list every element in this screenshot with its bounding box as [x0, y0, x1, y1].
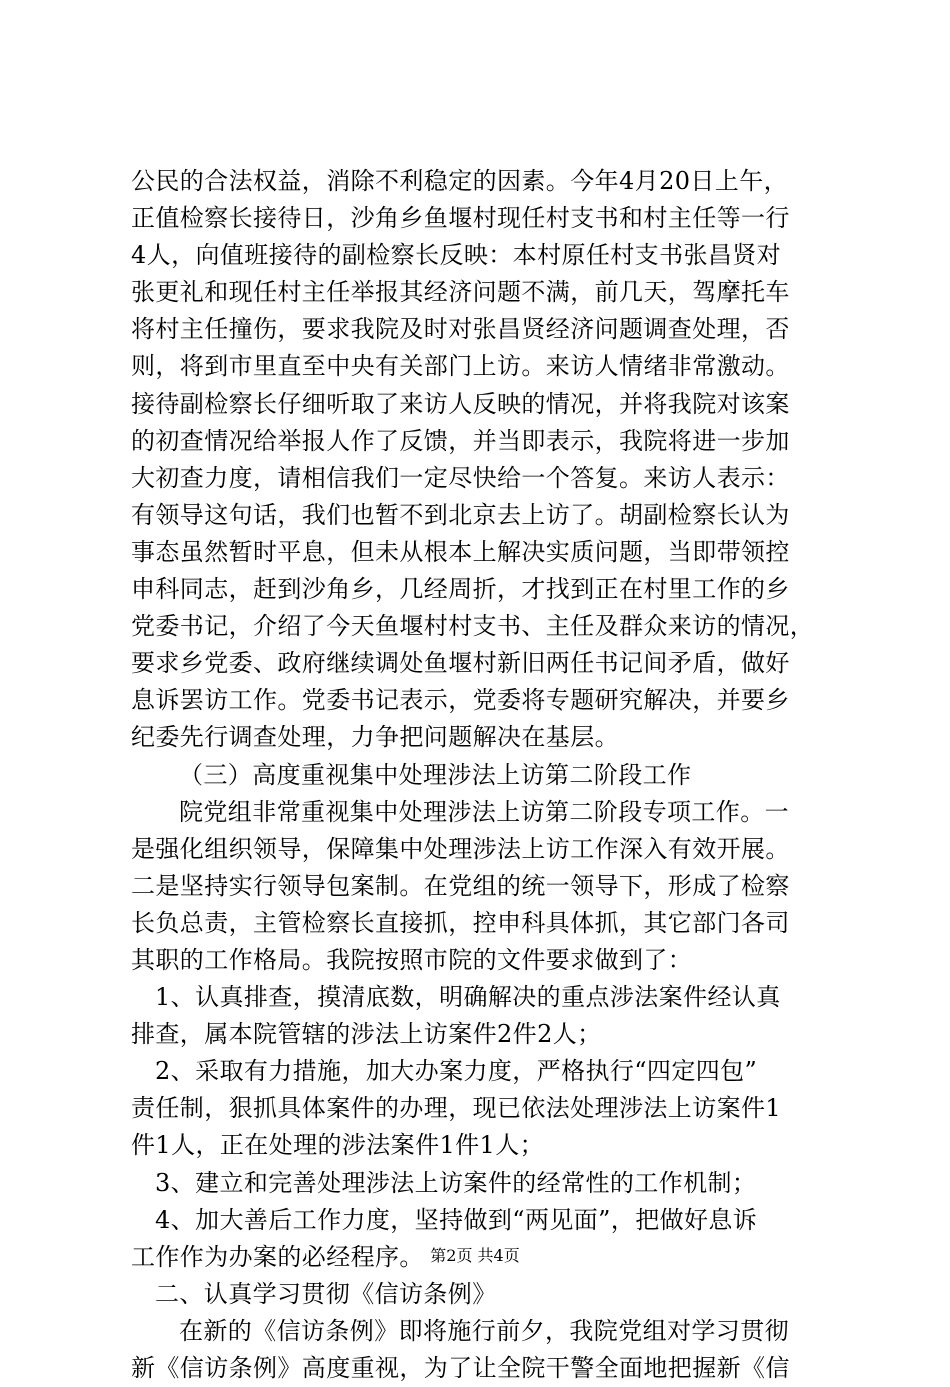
text-line: 息诉罢访工作。党委书记表示，党委将专题研究解决，并要乡	[131, 686, 790, 715]
text-line: 大初查力度，请相信我们一定尽快给一个答复。来访人表示：	[131, 463, 790, 492]
text-line: 有领导这句话，我们也暂不到北京去上访了。胡副检察长认为	[131, 500, 790, 529]
text-line: 要求乡党委、政府继续调处鱼堰村新旧两任书记间矛盾，做好	[131, 649, 790, 678]
text-line: 的初查情况给举报人作了反馈，并当即表示，我院将进一步加	[131, 426, 790, 455]
text-line: 院党组非常重视集中处理涉法上访第二阶段专项工作。一	[179, 797, 789, 826]
text-line: 其职的工作格局。我院按照市院的文件要求做到了：	[131, 945, 693, 974]
text-line: 长负总责，主管检察长直接抓，控申科具体抓，其它部门各司	[131, 908, 790, 937]
text-line: 3、建立和完善处理涉法上访案件的经常性的工作机制；	[155, 1168, 757, 1197]
text-line: 是强化组织领导，保障集中处理涉法上访工作深入有效开展。	[131, 834, 790, 863]
text-line: （三）高度重视集中处理涉法上访第二阶段工作	[179, 760, 692, 789]
text-line: 在新的《信访条例》即将施行前夕，我院党组对学习贯彻	[179, 1316, 789, 1345]
text-line: 公民的合法权益，消除不利稳定的因素。今年4月20日上午，	[131, 167, 789, 195]
page-number-footer: 第2页 共4页	[430, 1246, 520, 1265]
text-line: 党委书记，介绍了今天鱼堰村村支书、主任及群众来访的情况，	[131, 612, 815, 641]
text-line: 4、加大善后工作力度，坚持做到“两见面”，把做好息诉	[155, 1205, 758, 1234]
text-line: 新《信访条例》高度重视，为了让全院干警全面地把握新《信	[131, 1354, 790, 1382]
text-line: 将村主任撞伤，要求我院及时对张昌贤经济问题调查处理，否	[131, 315, 790, 344]
text-line: 2、采取有力措施，加大办案力度，严格执行“四定四包”	[155, 1057, 758, 1086]
text-line: 事态虽然暂时平息，但未从根本上解决实质问题，当即带领控	[131, 537, 790, 566]
document-body	[131, 163, 831, 1387]
text-line: 则，将到市里直至中央有关部门上访。来访人情绪非常激动。	[131, 352, 790, 381]
text-line: 接待副检察长仔细听取了来访人反映的情况，并将我院对该案	[131, 389, 790, 418]
text-line: 4人，向值班接待的副检察长反映：本村原任村支书张昌贤对	[131, 241, 782, 270]
text-line: 工作作为办案的必经程序。	[131, 1242, 424, 1271]
text-line: 排查，属本院管辖的涉法上访案件2件2人；	[131, 1020, 602, 1049]
text-line: 1、认真排查，摸清底数，明确解决的重点涉法案件经认真	[155, 983, 781, 1012]
text-line: 二、认真学习贯彻《信访条例》	[155, 1279, 497, 1308]
text-line: 纪委先行调查处理，力争把问题解决在基层。	[131, 723, 619, 752]
text-line: 张更礼和现任村主任举报其经济问题不满，前几天，驾摩托车	[131, 278, 790, 307]
text-line: 二是坚持实行领导包案制。在党组的统一领导下，形成了检察	[131, 871, 790, 900]
text-line: 责任制，狠抓具体案件的办理，现已依法处理涉法上访案件1	[131, 1094, 782, 1123]
text-line: 正值检察长接待日，沙角乡鱼堰村现任村支书和村主任等一行	[131, 204, 790, 233]
text-line: 申科同志，赶到沙角乡，几经周折，才找到正在村里工作的乡	[131, 575, 790, 604]
text-line: 件1人，正在处理的涉法案件1件1人；	[131, 1131, 545, 1160]
